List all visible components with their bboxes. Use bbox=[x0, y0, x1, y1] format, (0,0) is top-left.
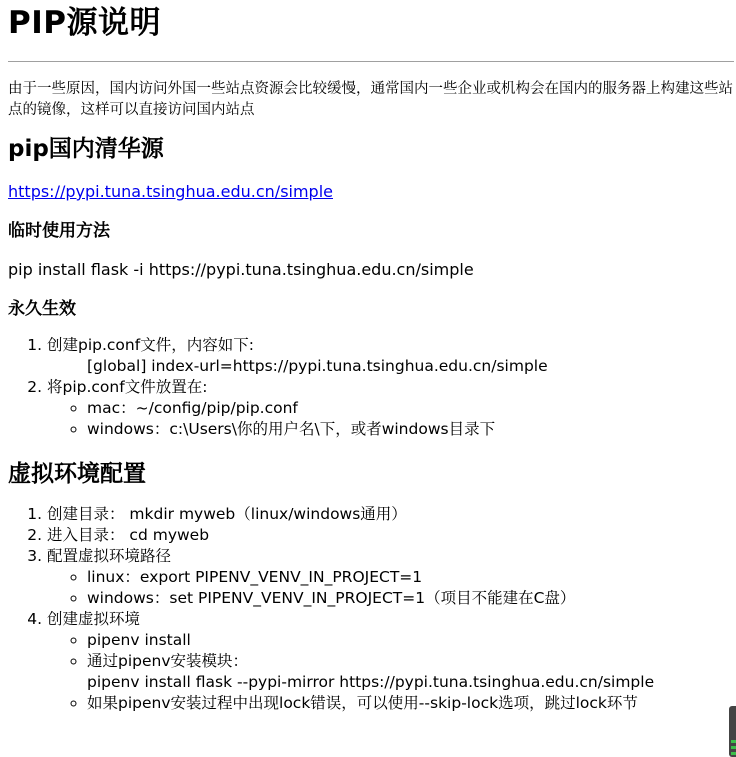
venv-create-sublist bbox=[47, 630, 732, 714]
step-text: 将pip.conf文件放置在: bbox=[47, 378, 208, 396]
indicator-bar bbox=[731, 752, 736, 755]
sub-text: 通过pipenv安装模块： bbox=[87, 652, 249, 670]
list-item bbox=[47, 546, 732, 609]
title-divider bbox=[8, 61, 734, 62]
side-scroll-widget[interactable] bbox=[729, 706, 736, 757]
venv-steps-list bbox=[8, 504, 732, 714]
step-text: 配置虚拟环境路径 bbox=[47, 547, 172, 565]
page-title: PIP源说明 bbox=[8, 5, 161, 41]
list-item: ◦ mac：~/config/pip/pip.conf bbox=[87, 398, 732, 419]
document bbox=[8, 0, 732, 714]
indicator-bar bbox=[731, 740, 736, 743]
tsinghua-mirror-link[interactable]: https://pypi.tuna.tsinghua.edu.cn/simple bbox=[8, 182, 333, 201]
list-item bbox=[47, 609, 732, 714]
temp-usage-heading: 临时使用方法 bbox=[8, 221, 110, 241]
list-item: ◦ linux：export PIPENV_VENV_IN_PROJECT=1 bbox=[87, 567, 732, 588]
intro-paragraph: 由于一些原因，国内访问外国一些站点资源会比较缓慢，通常国内一些企业或机构会在国内的服务器上构建这些站点的镜像，这样可以直接访问国内站点 bbox=[8, 81, 733, 118]
venv-heading: 虚拟环境配置 bbox=[8, 461, 146, 487]
list-item bbox=[47, 335, 732, 377]
indicator-bar bbox=[731, 746, 736, 749]
list-item: ◦ windows：set PIPENV_VENV_IN_PROJECT=1（项目不能建在C盘） bbox=[87, 588, 732, 609]
list-item: 1. 创建目录： mkdir myweb（linux/windows通用） bbox=[47, 504, 732, 525]
permanent-heading: 永久生效 bbox=[8, 299, 76, 319]
list-item: ◦ 如果pipenv安装过程中出现lock错误，可以使用--skip-lock选项，跳过lock环节 bbox=[87, 693, 732, 714]
list-item: 2. 进入目录： cd myweb bbox=[47, 525, 732, 546]
list-item: ◦ pipenv install bbox=[87, 630, 732, 651]
list-item bbox=[47, 377, 732, 440]
permanent-steps-list bbox=[8, 335, 732, 440]
temp-usage-command: pip install flask -i https://pypi.tuna.tsinghua.edu.cn/simple bbox=[8, 260, 474, 279]
step-text: 创建pip.conf文件，内容如下: bbox=[47, 336, 254, 354]
list-item bbox=[87, 651, 732, 693]
pipenv-install-command: pipenv install flask --pypi-mirror https://pypi.tuna.tsinghua.edu.cn/simple bbox=[87, 673, 655, 691]
step-text: 创建虚拟环境 bbox=[47, 610, 141, 628]
location-sublist bbox=[47, 398, 732, 440]
list-item: ◦ windows：c:\Users\你的用户名\下，或者windows目录下 bbox=[87, 419, 732, 440]
venv-path-sublist bbox=[47, 567, 732, 609]
pip-mirror-heading: pip国内清华源 bbox=[8, 136, 164, 162]
pip-conf-content: [global] index-url=https://pypi.tuna.tsinghua.edu.cn/simple bbox=[87, 357, 548, 375]
